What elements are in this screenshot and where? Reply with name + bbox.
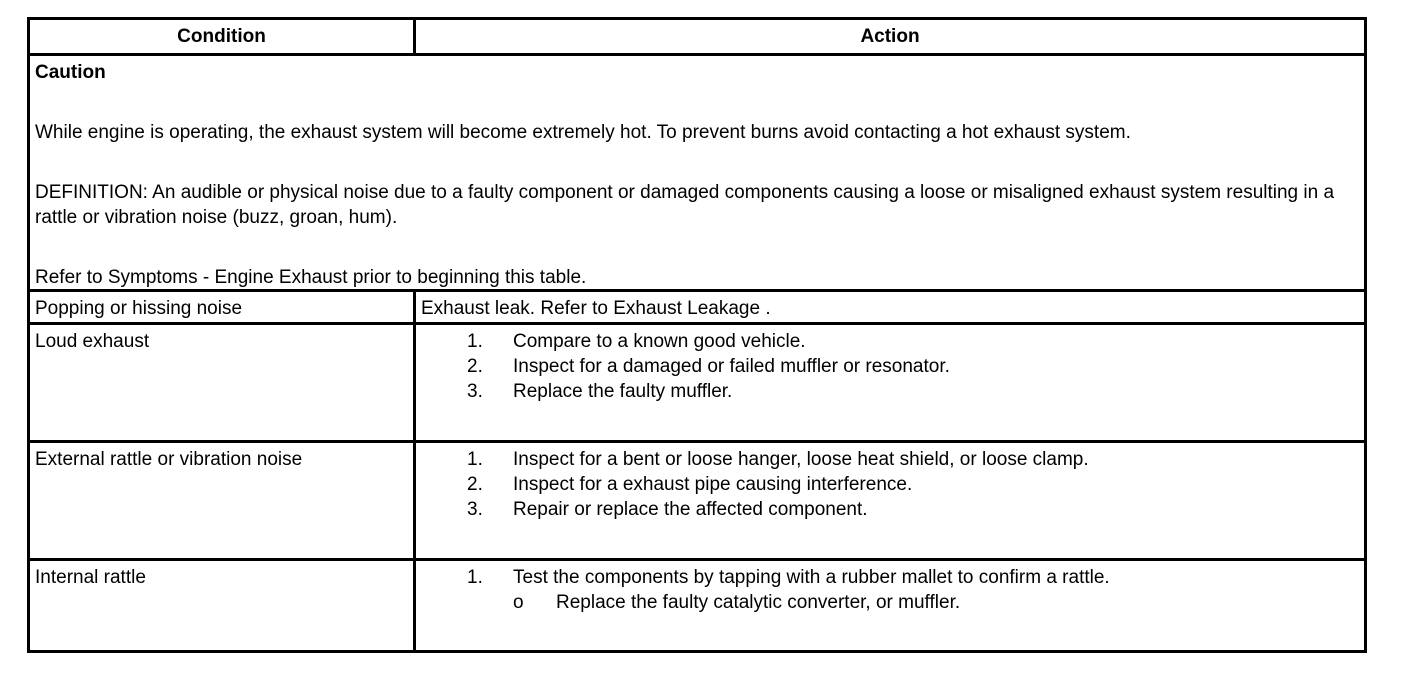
condition-cell (29, 560, 415, 652)
table-row (29, 560, 1366, 652)
condition-cell (29, 442, 415, 560)
caution-title: Caution (35, 62, 106, 83)
refer-text: Refer to Symptoms - Engine Exhaust prior to beginning this table. (35, 267, 587, 288)
table-row (29, 291, 1366, 324)
step-item: 2. Inspect for a exhaust pipe causing interference. (467, 474, 913, 495)
step-item: 1. Compare to a known good vehicle. (467, 331, 806, 352)
action-text: Exhaust leak. Refer to Exhaust Leakage . (421, 298, 771, 319)
step-item: 2. Inspect for a damaged or failed muffler or resonator. (467, 356, 950, 377)
condition-text: External rattle or vibration noise (35, 449, 303, 470)
step-item: 1. Test the components by tapping with a rubber mallet to confirm a rattle. (467, 567, 1110, 588)
step-item: 3. Repair or replace the affected component. (467, 499, 868, 520)
substep-item: o Replace the faulty catalytic converter, or muffler. (513, 592, 961, 613)
step-list (421, 565, 1359, 590)
caution-cell (29, 55, 1366, 291)
action-cell (415, 291, 1366, 324)
header-action: Action (415, 19, 1366, 55)
table-row (29, 324, 1366, 442)
condition-text: Internal rattle (35, 567, 146, 588)
step-list (421, 329, 1359, 404)
condition-cell (29, 324, 415, 442)
table-row (29, 442, 1366, 560)
condition-text: Loud exhaust (35, 331, 150, 352)
header-condition: Condition (29, 19, 415, 55)
diagnostic-table (27, 17, 1367, 653)
caution-warning: While engine is operating, the exhaust system will become extremely hot. To prevent burns avoid contacting a hot exhaust system. (35, 122, 1131, 143)
step-item: 3. Replace the faulty muffler. (467, 381, 733, 402)
step-list (421, 447, 1359, 522)
definition-text: DEFINITION: An audible or physical noise due to a faulty component or damaged components causing a loose or misaligned exhaust system resulting in a rattle or vibration noise (buzz, groan, hum). (35, 182, 1335, 228)
condition-cell (29, 291, 415, 324)
header-row (29, 19, 1366, 55)
action-cell (415, 442, 1366, 560)
substep-list (421, 590, 1359, 615)
condition-text: Popping or hissing noise (35, 298, 243, 319)
step-item: 1. Inspect for a bent or loose hanger, loose heat shield, or loose clamp. (467, 449, 1089, 470)
action-cell (415, 324, 1366, 442)
action-cell (415, 560, 1366, 652)
caution-row (29, 55, 1366, 291)
